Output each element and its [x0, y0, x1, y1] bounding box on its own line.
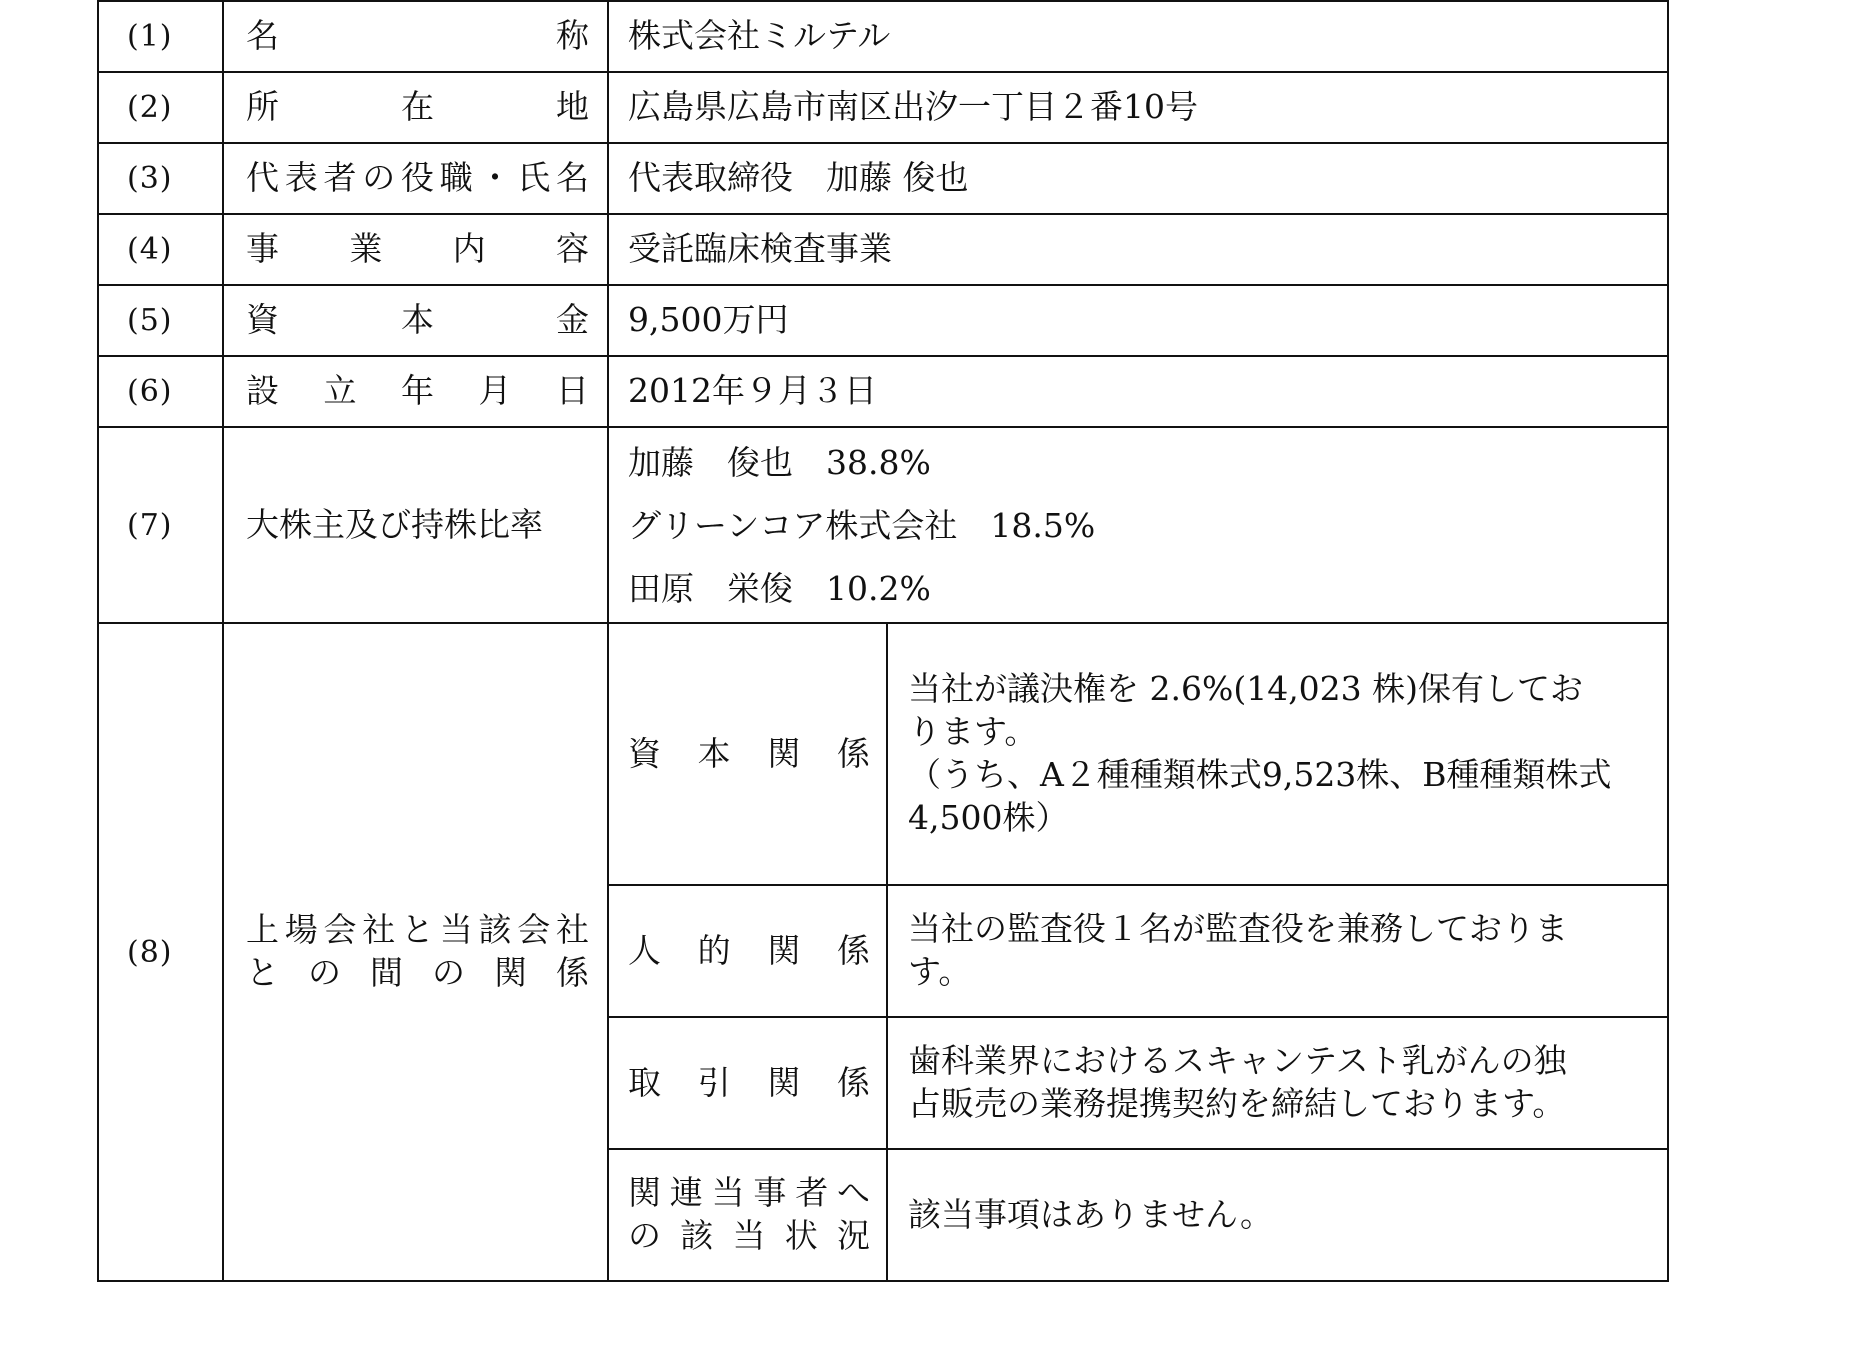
label-char: 当 — [439, 910, 473, 950]
spread-label — [628, 1172, 870, 1215]
label-char: 者 — [795, 1173, 829, 1213]
label-char: 的 — [697, 930, 731, 970]
relation-value — [887, 1017, 1668, 1149]
label-char: 代 — [246, 158, 279, 198]
label-char: の — [362, 158, 396, 198]
row-label — [223, 623, 608, 1281]
row-label — [223, 285, 608, 356]
label-char: 本 — [697, 733, 731, 773]
label-char: 該 — [680, 1216, 714, 1255]
row-label: 大株主及び持株比率 — [223, 427, 608, 623]
label-char: と — [401, 910, 434, 950]
shareholder-line: 加藤 俊也 38.8% — [628, 442, 931, 482]
label-char: 関 — [767, 733, 801, 773]
row-capital — [98, 285, 1668, 356]
spread-label — [628, 1215, 870, 1258]
row-label — [223, 356, 608, 427]
label-char: 関 — [767, 930, 801, 970]
relation-label — [608, 1149, 887, 1281]
label-char: 係 — [836, 733, 870, 773]
label-char: 業 — [349, 229, 383, 269]
shareholder-line: グリーンコア株式会社 18.5% — [628, 505, 1096, 545]
label-char: 社 — [556, 910, 589, 950]
row-number: (1) — [98, 1, 223, 72]
label-char: 況 — [837, 1216, 870, 1255]
label-char: 資 — [628, 733, 661, 773]
label-char: 該 — [478, 910, 512, 950]
row-value: 代表取締役 加藤 俊也 — [608, 143, 1668, 214]
label-char: 本 — [401, 300, 434, 340]
shareholder-list — [608, 427, 1668, 623]
row-address — [98, 72, 1668, 143]
row-value: 2012年９月３日 — [608, 356, 1668, 427]
row-number: (8) — [98, 623, 223, 1281]
label-char: 当 — [732, 1216, 766, 1255]
relation-label — [608, 623, 887, 885]
spread-label — [628, 733, 870, 776]
relation-line: 当社の監査役１名が監査役を兼務しておりま — [908, 909, 1568, 949]
label-char: へ — [836, 1173, 870, 1213]
label-char: 名 — [556, 158, 589, 198]
relation-value — [887, 885, 1668, 1017]
label-char: 表 — [284, 158, 318, 198]
row-established — [98, 356, 1668, 427]
label-char: 者 — [323, 158, 357, 198]
relation-line: す。 — [908, 952, 972, 991]
row-label — [223, 1, 608, 72]
relation-line: 4,500株） — [908, 797, 1069, 837]
spread-label — [246, 228, 589, 271]
label-char: 設 — [246, 371, 279, 411]
row-number: (2) — [98, 72, 223, 143]
relation-line: 該当事項はありません。 — [908, 1194, 1273, 1234]
label-char: 係 — [556, 953, 589, 992]
label-char: 当 — [711, 1173, 745, 1213]
label-char: 事 — [246, 229, 279, 269]
label-char: 人 — [628, 930, 661, 970]
label-char: 所 — [246, 87, 279, 127]
company-info-table — [97, 0, 1669, 1282]
label-char: 年 — [401, 371, 434, 411]
row-name — [98, 1, 1668, 72]
spread-label — [246, 86, 589, 129]
spread-label — [628, 930, 870, 973]
label-char: 職 — [439, 158, 473, 198]
row-number: (7) — [98, 427, 223, 623]
row-number: (5) — [98, 285, 223, 356]
row-label — [223, 143, 608, 214]
label-char: の — [308, 953, 341, 992]
spread-label — [246, 299, 589, 342]
label-char: 会 — [517, 910, 551, 950]
relation-line: 当社が議決権を 2.6%(14,023 株)保有してお — [908, 669, 1584, 709]
relation-line: 占販売の業務提携契約を締結しております。 — [908, 1084, 1566, 1123]
label-char: 資 — [246, 300, 279, 340]
relation-label — [608, 885, 887, 1017]
label-char: 容 — [555, 229, 589, 269]
relation-capital-row — [98, 623, 1668, 885]
label-char: 内 — [452, 229, 486, 269]
row-value: 9,500万円 — [608, 285, 1668, 356]
row-number: (6) — [98, 356, 223, 427]
label-char: 立 — [323, 371, 357, 411]
relation-line: ります。 — [908, 712, 1038, 752]
label-char: 氏 — [517, 158, 551, 198]
label-char: 連 — [669, 1173, 703, 1213]
label-char: 場 — [284, 910, 318, 950]
row-major-shareholders — [98, 427, 1668, 623]
row-number: (4) — [98, 214, 223, 285]
label-char: 関 — [494, 953, 527, 992]
label-char: 係 — [836, 930, 870, 970]
relation-value — [887, 623, 1668, 885]
label-char: ・ — [478, 158, 512, 198]
spread-label — [246, 909, 589, 952]
label-char: 取 — [628, 1062, 661, 1102]
label-char: 関 — [628, 1173, 661, 1213]
label-char: 上 — [246, 910, 279, 950]
label-char: 事 — [753, 1173, 787, 1213]
label-char: 名 — [246, 16, 279, 56]
relation-line: 歯科業界におけるスキャンテスト乳がんの独 — [908, 1041, 1567, 1081]
row-label — [223, 214, 608, 285]
spread-label — [246, 952, 589, 995]
label-char: 係 — [836, 1062, 870, 1102]
row-representative — [98, 143, 1668, 214]
row-value: 広島県広島市南区出汐一丁目２番10号 — [608, 72, 1668, 143]
label-char: 役 — [401, 158, 434, 198]
label-char: 関 — [767, 1062, 801, 1102]
label-char: 会 — [323, 910, 357, 950]
label-char: 金 — [556, 300, 589, 340]
label-char: 在 — [401, 87, 434, 127]
spread-label — [246, 157, 589, 200]
spread-label — [628, 1062, 870, 1105]
label-char: 状 — [784, 1216, 818, 1255]
label-char: 称 — [556, 16, 589, 56]
row-value: 株式会社ミルテル — [608, 1, 1668, 72]
label-char: の — [432, 953, 465, 992]
relation-label — [608, 1017, 887, 1149]
label-char: の — [628, 1216, 661, 1255]
label-char: 間 — [370, 953, 403, 992]
row-business — [98, 214, 1668, 285]
label-char: 日 — [556, 371, 589, 411]
label-char: 月 — [478, 371, 512, 411]
label-char: 引 — [697, 1062, 731, 1102]
label-char: 地 — [556, 87, 589, 127]
label-char: と — [246, 953, 279, 992]
row-number: (3) — [98, 143, 223, 214]
spread-label — [246, 15, 589, 58]
shareholder-line: 田原 栄俊 10.2% — [628, 568, 931, 608]
relation-line: （うち、A２種種類株式9,523株、B種種類株式 — [908, 755, 1612, 794]
spread-label — [246, 370, 589, 413]
row-label — [223, 72, 608, 143]
relation-value — [887, 1149, 1668, 1281]
label-char: 社 — [362, 910, 396, 950]
row-value: 受託臨床検査事業 — [608, 214, 1668, 285]
